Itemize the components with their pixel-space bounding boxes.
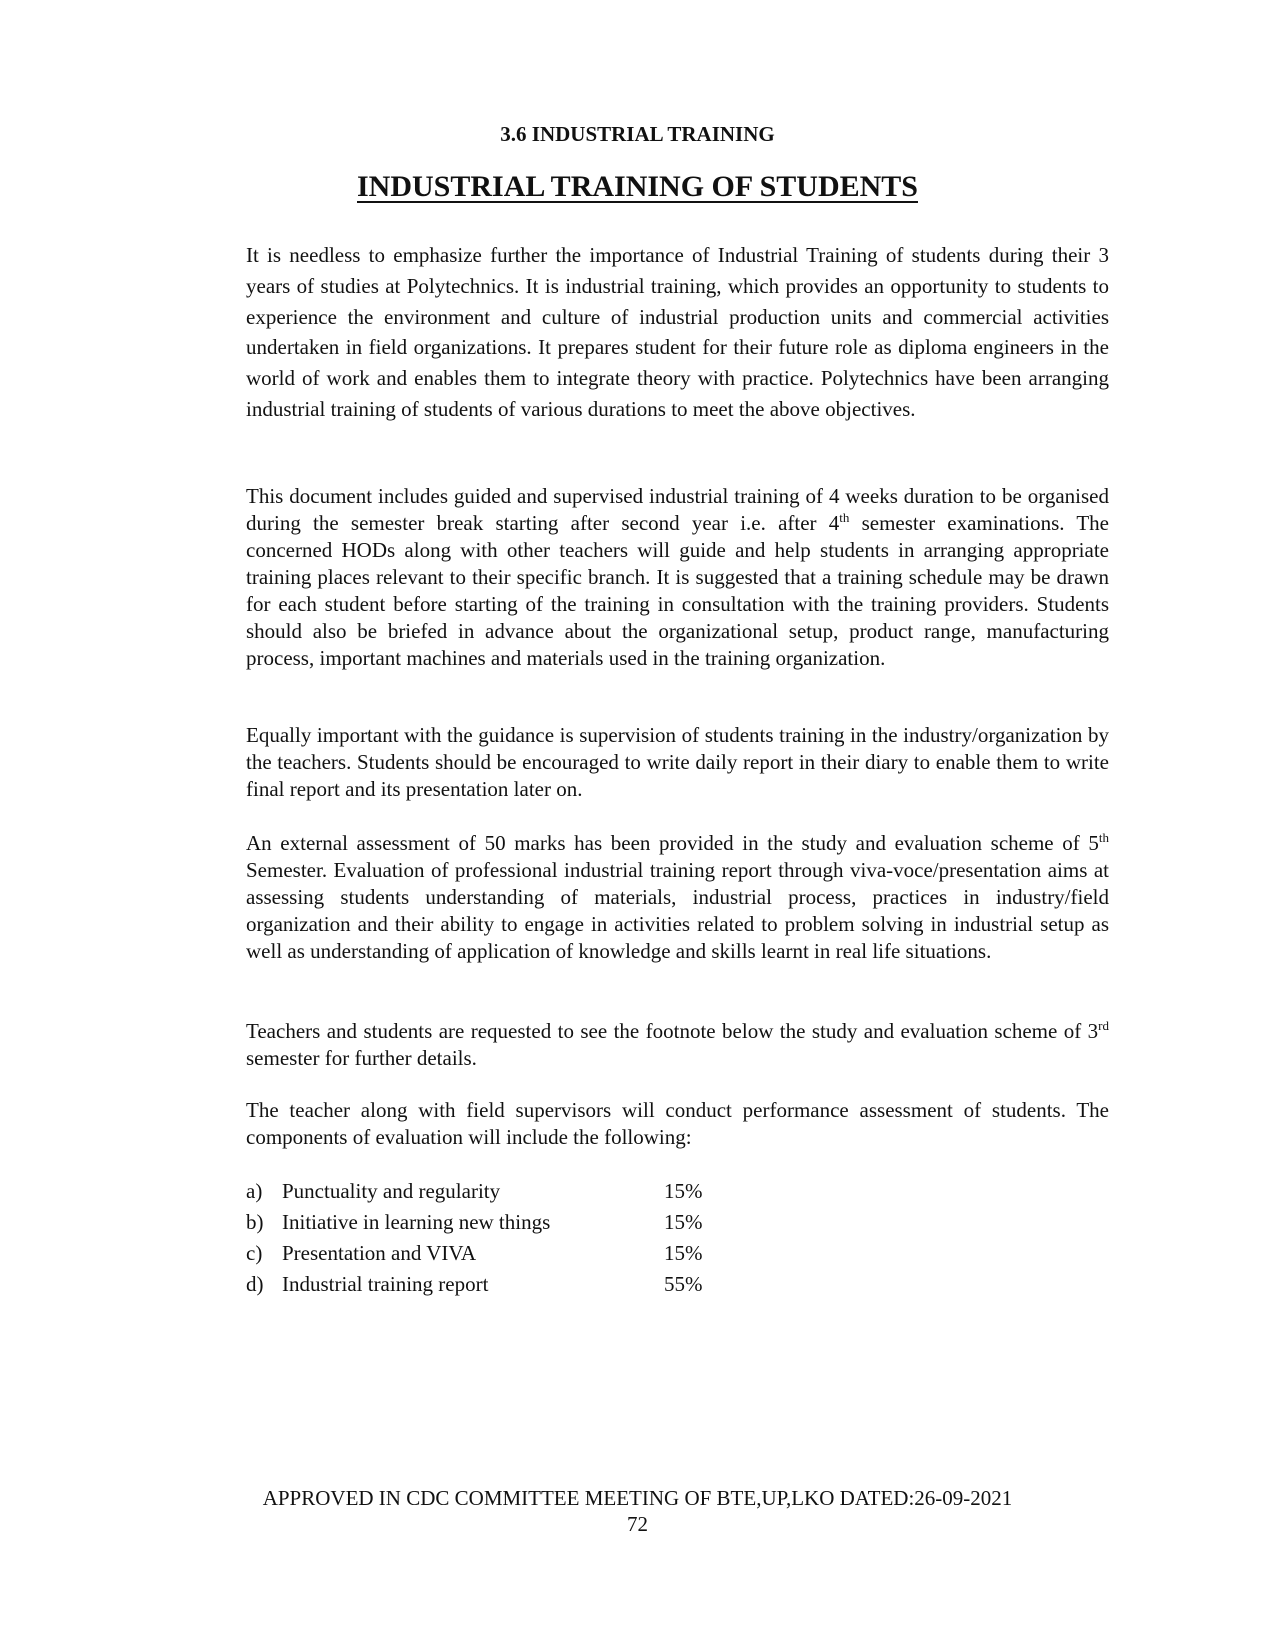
paragraph-text: An external assessment of 50 marks has been provided in the study and evaluation scheme of 5 — [246, 831, 1099, 855]
list-marker: c) — [246, 1241, 263, 1265]
paragraph-document-scope — [246, 483, 1109, 672]
component-weight: 15% — [664, 1210, 703, 1234]
page-footer — [0, 1485, 1275, 1537]
list-marker: d) — [246, 1272, 264, 1296]
approval-note: APPROVED IN CDC COMMITTEE MEETING OF BTE,UP,LKO DATED:26-09-2021 — [262, 1486, 1013, 1510]
list-item — [246, 1238, 746, 1269]
ordinal-suffix: rd — [1098, 1018, 1109, 1033]
ordinal-suffix: th — [1098, 830, 1109, 845]
component-weight: 15% — [664, 1179, 703, 1203]
list-item — [246, 1176, 746, 1207]
paragraph-text: semester examinations. The concerned HODs along with other teachers will guide and help students in arranging appropriate training places relevant to their specific branch. It is suggested that a training schedule may be drawn for each student before starting of the training in consultation with the training providers. Students should also be briefed in advance about the organizational setup, product range, manufacturing process, important machines and materials used in the training organization. — [246, 511, 1109, 670]
list-item — [246, 1269, 746, 1300]
paragraph-text: Semester. Evaluation of professional industrial training report through viva-voce/presentation aims at assessing students understanding of materials, industrial process, practices in industry/field organization and their ability to engage in activities related to problem solving in industrial setup as well as understanding of application of knowledge and skills learnt in real life situations. — [246, 858, 1109, 963]
component-weight: 15% — [664, 1241, 703, 1265]
paragraph-text: Teachers and students are requested to see the footnote below the study and evaluation scheme of 3 — [246, 1019, 1099, 1043]
paragraph-footnote-reference — [246, 1018, 1109, 1072]
list-item — [246, 1207, 746, 1238]
component-weight: 55% — [664, 1272, 703, 1296]
page-title: INDUSTRIAL TRAINING OF STUDENTS — [357, 170, 918, 203]
paragraph-text: This document includes guided and supervised industrial training of 4 weeks duration to be organised during the semester break starting after second year i.e. after 4 — [246, 484, 1109, 535]
evaluation-components-list — [246, 1176, 746, 1300]
section-heading: 3.6 INDUSTRIAL TRAINING — [500, 122, 775, 146]
paragraph-external-assessment — [246, 830, 1109, 965]
component-label: Industrial training report — [282, 1272, 489, 1296]
paragraph-performance-assessment: The teacher along with field supervisors will conduct performance assessment of students. The components of evaluation will include the following: — [246, 1098, 1109, 1149]
component-label: Initiative in learning new things — [282, 1210, 551, 1234]
list-marker: b) — [246, 1210, 264, 1234]
page-number: 72 — [627, 1512, 648, 1536]
paragraph-text: semester for further details. — [246, 1046, 477, 1070]
paragraph-importance: It is needless to emphasize further the importance of Industrial Training of students during their 3 years of studies at Polytechnics. It is industrial training, which provides an opportunity to students to experience the environment and culture of industrial production units and commercial activities undertaken in field organizations. It prepares student for their future role as diploma engineers in the world of work and enables them to integrate theory with practice. Polytechnics have been arranging industrial training of students of various durations to meet the above objectives. — [246, 243, 1109, 421]
component-label: Punctuality and regularity — [282, 1179, 501, 1203]
paragraph-supervision: Equally important with the guidance is supervision of students training in the industry/organization by the teachers. Students should be encouraged to write daily report in their diary to enable them to write final report and its presentation later on. — [246, 723, 1109, 801]
list-marker: a) — [246, 1179, 263, 1203]
component-label: Presentation and VIVA — [282, 1241, 477, 1265]
ordinal-suffix: th — [839, 510, 850, 525]
